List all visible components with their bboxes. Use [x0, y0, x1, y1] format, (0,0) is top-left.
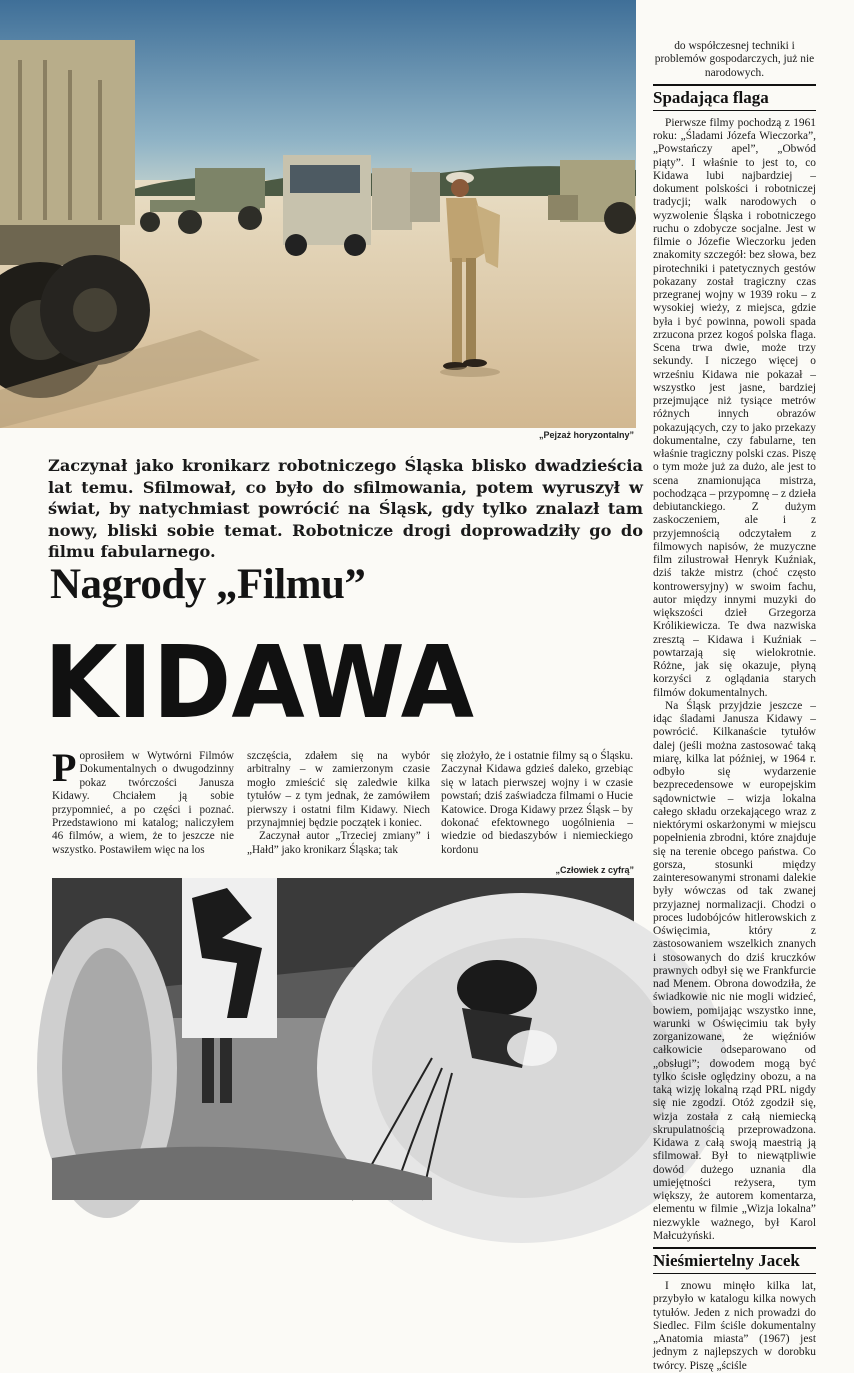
body-paragraph: I znowu minęło kilka lat, przybyło w katalogu kilka nowych tytułów. Jeden z nich prowadzi do Siedlec. Film ściśle dokumentalny „Anatomia miasta” (1967) jest jednym z najlepszych w dorobku twórcy. Piszę „ściśle [653, 1280, 816, 1372]
photo-landscape-trucks [0, 0, 636, 428]
photo-caption-top: „Pejzaż horyzontalny” [538, 430, 634, 440]
body-paragraph: Na Śląsk przyjdzie jeszcze – idąc śladami Janusza Kidawy – powrócić. Kilkanaście tytułów dalej (jeśli można zastosować taką miarę, kilka lat później, w 1964 r. odbyło się wydarzenie bezprecedensowe w europejskim sądownictwie – wizja lokalna całego składu orzekającego wraz z niektórymi oskarżonymi w miejscu popełnienia zbrodni, które znajduje się na terenie obcego państwa. Co gorsza, stosunki między zainteresowanymi stronami dalekie były wówczas od tak zwanej przyjaznej normalizacji. Chodzi o proces ludobójców hitlerowskich z Oświęcimia, który z zastosowaniem wszelkich znanych i stosowanych do dziś kruczków prawnych odbył się we Frankfurcie nad Menem. Obrona dowodziła, że świadkowie nic nie mogli widzieć, bowiem, pomijając wszystko inne, warunki w Oświęcimiu tak były zorganizowane, że więźniów całkowicie odseparowano od „obsługi”; dowodem mogą być tylko ścisłe oględziny obozu, a na taką wizję lokalną rząd PRL nigdy się nie zgodzi. Otóż zgodził się, wizja została z całą niemiecką skrupulatnością przeprowadzona. Kidawa z całą swoją maestrią ją sfilmował. Był to niewątpliwie dowód dużego uznania dla umiejętności reżysera, tym większy, że autorem komentarza, elementu w filmie „Wizja lokalna” niezwykle ważnego, był Karol Małcużyński. [653, 699, 816, 1242]
headline-text: KIDAWA [44, 624, 474, 741]
body-paragraph [52, 745, 234, 857]
photo-bw-illustration [52, 878, 634, 1200]
body-column-3 [441, 750, 633, 865]
article-headline [44, 611, 484, 741]
article-kicker: Nagrody „Filmu” [50, 561, 366, 608]
photo-caption-bottom: „Człowiek z cyfrą” [555, 865, 634, 875]
body-paragraph: Pierwsze filmy pochodzą z 1961 roku: „Śladami Józefa Wieczorka”, „Powstańczy apel”, „Obwód piąty”. I właśnie to jest to, co Kidawa lubi najbardziej – dokument polskości i robotniczej tradycji; walk narodowych o wyzwolenie Śląska i robotniczego ruchu o zdobycze socjalne. Jest w filmie o Józefie Wieczorku jeden znakomity szczegół: bez słowa, bez pirotechniki i patetycznych gestów pokazany został tragiczny czas przegranej wojny w 1939 roku – z wysokiej wieży, z miejsca, gdzie była i być powinna, powoli spada zrzucona przez kogoś polska flaga. Scena trwa dwie, może trzy sekundy. I niczego więcej o wrześniu Kidawa nie pokazał – wszystko jest jasne, bardziej przejmujące niż tysiące metrów różnych innych obrazów pokazujących, czy to jako przekazy dokumentalne, czy fabularne, ten właśnie tragiczny polski czas. Piszę o tym może już za dużo, ale jest to scena znamionująca mistrza, pochodząca – przypomnę – z dzieła debiutanckiego. Z dużym zaskoczeniem, ale i z przyjemnością odczytałem z filmowych napisów, że muzyczne film zilustrował Henryk Kuźniak, dziś także mistrz (choć często kontrowersyjny) w swoim fachu, autor między innymi muzyki do większości dzieł Grzegorza Królikiewicza. Te dwa nazwiska zresztą – Kidawa i Kuźniak – powtarzają się wielokrotnie. Różne, jak się okazuje, płyną korzyści z oglądania starych filmów dokumentalnych. [653, 116, 816, 699]
article-lead: Zaczynał jako kronikarz robotniczego Śląska blisko dwadzieścia lat temu. Sfilmował, co było do sfilmowania, potem wyruszył w świat, by natychmiast powrócić na Śląsk, gdy tylko znalazł tam nowy, bliski sobie temat. Robotnicze drogi doprowadziły go do filmu fabularnego. [48, 456, 643, 561]
continued-text: do współczesnej techniki i problemów gospodarczych, już nie narodowych. [654, 40, 815, 79]
photo-man-with-number [52, 878, 634, 1200]
drop-cap: P [52, 745, 77, 790]
right-column [653, 40, 816, 1372]
subheading-niesmiertelny-jacek: Nieśmiertelny Jacek [653, 1247, 816, 1274]
body-paragraph: Zaczynał autor „Trzeciej zmiany” i „Hałd” jako kronikarz Śląska; tak [247, 830, 430, 856]
photo-landscape-illustration [0, 0, 636, 428]
body-column-2 [247, 750, 430, 865]
body-column-1 [52, 745, 234, 865]
body-paragraph: się złożyło, że i ostatnie filmy są o Śląsku. Zaczynał Kidawa gdzieś daleko, grzebiąc się w latach pierwszej wojny i w czasie powstań; dziś zaświadcza filmami o Hucie Katowice. Droga Kidawy przez Śląsk – by dokonać efektownego uogólnienia – wiedzie od biedaszybów i niemieckiego kordonu [441, 750, 633, 856]
subheading-spadajaca-flaga: Spadająca flaga [653, 84, 816, 111]
body-paragraph: szczęścia, zdałem się na wybór arbitralny – w zamierzonym czasie mogło zmieścić się zaledwie kilka tytułów – z tym jednak, że zamówiłem pierwszy i ostatni film Kidawy. Niech przynajmniej będzie początek i koniec. [247, 750, 430, 830]
body-text: oprosiłem w Wytwórni Filmów Dokumentalnych o dwugodzinny pokaz twórczości Janusza Kidawy. Chciałem ją sobie przypomnieć, a po części i poznać. Przedstawiono mi katalog; naliczyłem 46 filmów, a wiem, że to jeszcze nie wszystko. Postawiłem więc na los [52, 750, 234, 856]
